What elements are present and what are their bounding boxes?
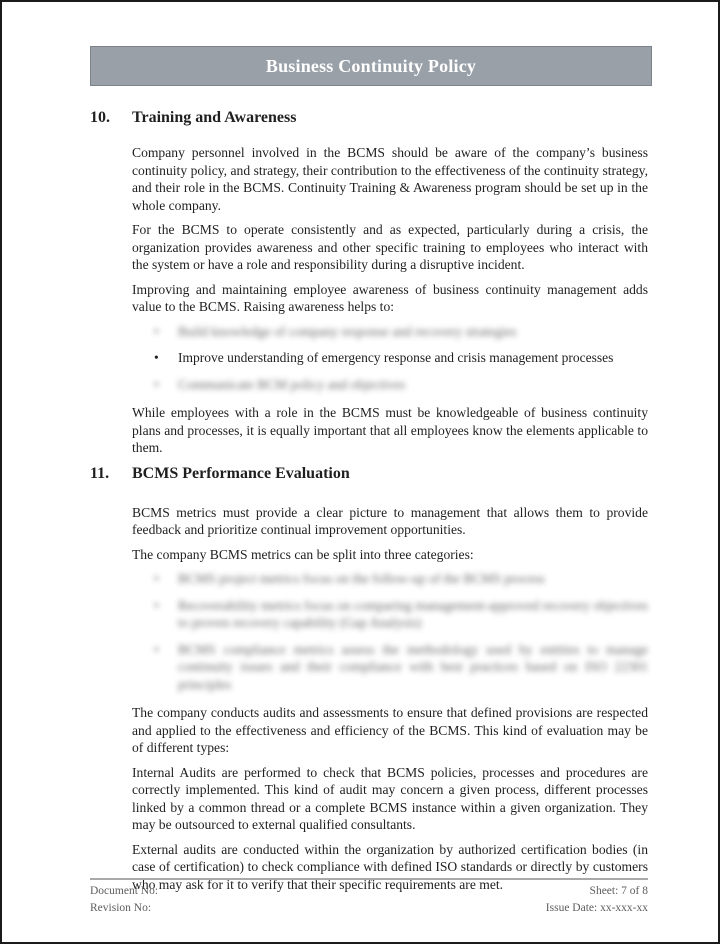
- page-title: Business Continuity Policy: [265, 55, 477, 76]
- issue-date: Issue Date: xx-xxx-xx: [545, 901, 648, 914]
- bullet-icon: •: [154, 571, 159, 586]
- paragraph: Company personnel involved in the BCMS should be aware of the company’s business continuity policy, and strategy, their contribution to the effectiveness of the continuity strategy, and their role in the BCMS. Continuity Training & Awareness program should be set up in the whole company.: [132, 145, 648, 213]
- bullet-text: BCMS compliance metrics assess the methodology used by entities to manage continuity issues and their compliance with best practices based on ISO 22301 principles: [178, 641, 648, 692]
- paragraph: BCMS metrics must provide a clear picture to management that allows them to provide feedback and prioritize continual improvement opportunities.: [132, 504, 648, 537]
- paragraph: While employees with a role in the BCMS must be knowledgeable of business continuity plans and processes, it is equally important that all employees know the elements applicable to them.: [132, 405, 648, 455]
- paragraph: The company BCMS metrics can be split into three categories:: [132, 546, 474, 562]
- section-10-title: Training and Awareness: [132, 109, 297, 126]
- redacted-bullet: [132, 376, 648, 394]
- bullet-icon: •: [154, 597, 159, 613]
- section-11-number: 11.: [90, 464, 110, 482]
- bullet-icon: •: [154, 641, 159, 657]
- redacted-bullet: [132, 641, 648, 694]
- paragraph: External audits are conducted within the organization by authorized certification bodies (in case of certification) to check compliance with defined ISO standards or directly by customers who may ask for it to verify that their specific requirements are met.: [132, 841, 648, 892]
- page-footer: [90, 878, 648, 916]
- bullet-text: Communicate BCM policy and objectives: [178, 376, 406, 392]
- bullet-icon: •: [154, 376, 159, 392]
- document-no-label: Document No:: [90, 885, 159, 897]
- section-11-title: BCMS Performance Evaluation: [132, 464, 350, 482]
- paragraph: For the BCMS to operate consistently and as expected, particularly during a crisis, the organization provides awareness and other specific training to employees who interact with the system or have a role and responsibility during a disruptive incident.: [132, 222, 648, 272]
- redacted-bullet: [132, 597, 648, 632]
- paragraph: The company conducts audits and assessments to ensure that defined provisions are respected and applied to the effectiveness and efficiency of the BCMS. This kind of evaluation may be of different types:: [132, 705, 648, 755]
- bullet-text: Build knowledge of company response and recovery strategies: [178, 323, 517, 339]
- bullet-icon: •: [154, 350, 159, 365]
- paragraph: Internal Audits are performed to check that BCMS policies, processes and procedures are correctly implemented. This kind of audit may concern a given process, different processes linked by a common thread or a complete BCMS instance within a given organization. They may be outsourced to external qualified consultants.: [132, 764, 648, 832]
- document-title-bar: [90, 46, 652, 86]
- bullet-item: [132, 349, 648, 367]
- revision-no-label: Revision No:: [90, 901, 152, 914]
- section-11-heading: [90, 464, 648, 484]
- bullet-icon: •: [154, 323, 159, 339]
- sheet-number: Sheet: 7 of 8: [589, 885, 648, 897]
- footer-right: [546, 883, 648, 916]
- redacted-bullet: [132, 323, 648, 341]
- section-11-bullet-list: [132, 570, 648, 693]
- bullet-text: Recoverability metrics focus on comparing management-approved recovery objectives to proven recovery capability (Gap Analysis): [178, 597, 648, 630]
- section-10-number: 10.: [90, 109, 110, 126]
- footer-left: [90, 883, 158, 916]
- bullet-text: BCMS project metrics focus on the follow-up of the BCMS process: [178, 571, 545, 586]
- bullet-text: Improve understanding of emergency response and crisis management processes: [178, 350, 614, 365]
- section-10-bullet-list: [132, 323, 648, 394]
- section-10-heading: [90, 108, 648, 128]
- redacted-bullet: [132, 570, 648, 588]
- paragraph: Improving and maintaining employee awareness of business continuity management adds value to the BCMS. Raising awareness helps to:: [132, 281, 648, 314]
